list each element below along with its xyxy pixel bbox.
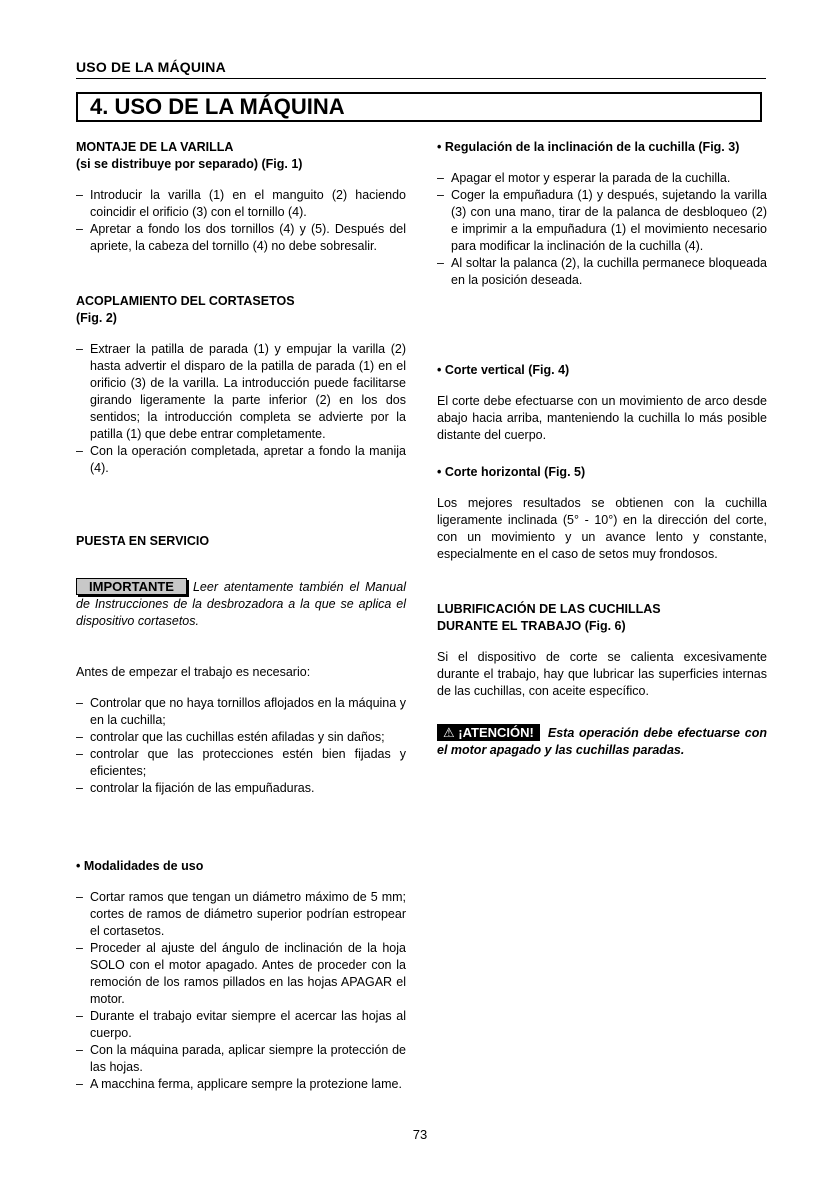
running-header: USO DE LA MÁQUINA xyxy=(76,59,226,75)
regulacion-heading: • Regulación de la inclinación de la cuchilla (Fig. 3) xyxy=(437,139,767,156)
important-text: Leer atentamente también el Manual de Instrucciones de la desbrozadora a la que se aplica el dispositivo cortasetos. xyxy=(76,580,406,628)
list-item: – controlar que las cuchillas estén afiladas y sin daños; xyxy=(76,729,406,746)
acoplamiento-subheading: (Fig. 2) xyxy=(76,311,117,325)
section-title: 4. USO DE LA MÁQUINA xyxy=(76,92,762,122)
list-item: – Cortar ramos que tengan un diámetro máximo de 5 mm; cortes de ramos de diámetro superior podrían estropear el cortasetos. xyxy=(76,889,406,940)
acoplamiento-section xyxy=(76,293,406,477)
horizontal-section xyxy=(437,464,767,563)
list-item: – Apretar a fondo los dos tornillos (4) y (5). Después del apriete, la cabeza del tornillo (4) no debe sobresalir. xyxy=(76,221,406,255)
list-item: – Controlar que no haya tornillos aflojados en la máquina y en la cuchilla; xyxy=(76,695,406,729)
puesta-intro: Antes de empezar el trabajo es necesario: xyxy=(76,665,311,679)
lubrificacion-text: Si el dispositivo de corte se calienta excesivamente durante el trabajo, hay que lubricar las superficies internas de las cuchillas, con aceite específico. xyxy=(437,650,767,698)
list-item: – Extraer la patilla de parada (1) y empujar la varilla (2) hasta advertir el disparo de la patilla de parada (1) en el orificio (3) de la varilla. La introducción puede facilitarse girando ligeramente la parte inferior (2) en los dos sentidos; la introducción completa se advierte por la patilla (1) que debe entrar completamente. xyxy=(76,341,406,443)
modalidades-list xyxy=(76,889,406,1093)
lubrificacion-section xyxy=(437,601,767,759)
list-item: – Apagar el motor y esperar la parada de la cuchilla. xyxy=(437,170,767,187)
regulacion-list xyxy=(437,170,767,289)
list-item: – controlar la fijación de las empuñaduras. xyxy=(76,780,406,797)
list-item: – Proceder al ajuste del ángulo de inclinación de la hoja SOLO con el motor apagado. Antes de proceder con la remoción de los ramos pillados en las hojas APAGAR el motor. xyxy=(76,940,406,1008)
list-item: – Coger la empuñadura (1) y después, sujetando la varilla (3) con una mano, tirar de la palanca de desbloqueo (2) e imprimir a la empuñadura (1) el movimiento necesario para modificar la inclinación de la cuchilla (4). xyxy=(437,187,767,255)
vertical-text: El corte debe efectuarse con un movimiento de arco desde abajo hacia arriba, manteniendo la cuchilla lo más posible distante del cuerpo. xyxy=(437,394,767,442)
vertical-section xyxy=(437,362,767,444)
warning-icon: ⚠ xyxy=(443,725,455,740)
modalidades-section xyxy=(76,858,406,1093)
attention-label-text: ¡ATENCIÓN! xyxy=(458,725,534,740)
modalidades-heading: • Modalidades de uso xyxy=(76,858,406,875)
acoplamiento-heading: ACOPLAMIENTO DEL CORTASETOS xyxy=(76,294,295,308)
lubrificacion-heading: LUBRIFICACIÓN DE LAS CUCHILLAS xyxy=(437,602,661,616)
montaje-section xyxy=(76,139,406,255)
horizontal-heading: • Corte horizontal (Fig. 5) xyxy=(437,464,767,481)
puesta-list xyxy=(76,695,406,797)
horizontal-text: Los mejores resultados se obtienen con la cuchilla ligeramente inclinada (5° - 10°) en la dirección del corte, con un movimiento y un avance lento y constante, especialmente en el caso de setos muy frondosos. xyxy=(437,496,767,561)
important-note xyxy=(76,578,406,630)
attention-note xyxy=(437,724,767,759)
important-label: IMPORTANTE xyxy=(76,578,187,595)
attention-text: Esta operación debe efectuarse con el motor apagado y las cuchillas paradas. xyxy=(437,726,767,757)
acoplamiento-list xyxy=(76,341,406,477)
montaje-subheading: (si se distribuye por separado) (Fig. 1) xyxy=(76,157,303,171)
montaje-list xyxy=(76,187,406,255)
lubrificacion-subheading: DURANTE EL TRABAJO (Fig. 6) xyxy=(437,619,626,633)
list-item: – Con la operación completada, apretar a fondo la manija (4). xyxy=(76,443,406,477)
list-item: – Con la máquina parada, aplicar siempre la protección de las hojas. xyxy=(76,1042,406,1076)
list-item: – A macchina ferma, applicare sempre la protezione lame. xyxy=(76,1076,406,1093)
puesta-heading: PUESTA EN SERVICIO xyxy=(76,534,210,548)
regulacion-section xyxy=(437,139,767,289)
vertical-heading: • Corte vertical (Fig. 4) xyxy=(437,362,767,379)
montaje-heading: MONTAJE DE LA VARILLA xyxy=(76,140,234,154)
header-rule xyxy=(76,78,766,79)
puesta-section xyxy=(76,533,406,797)
attention-label xyxy=(437,724,540,741)
list-item: – controlar que las protecciones estén bien fijadas y eficientes; xyxy=(76,746,406,780)
list-item: – Durante el trabajo evitar siempre el acercar las hojas al cuerpo. xyxy=(76,1008,406,1042)
list-item: – Al soltar la palanca (2), la cuchilla permanece bloqueada en la posición deseada. xyxy=(437,255,767,289)
list-item: – Introducir la varilla (1) en el manguito (2) haciendo coincidir el orificio (3) con el tornillo (4). xyxy=(76,187,406,221)
page-number: 73 xyxy=(412,1127,428,1142)
